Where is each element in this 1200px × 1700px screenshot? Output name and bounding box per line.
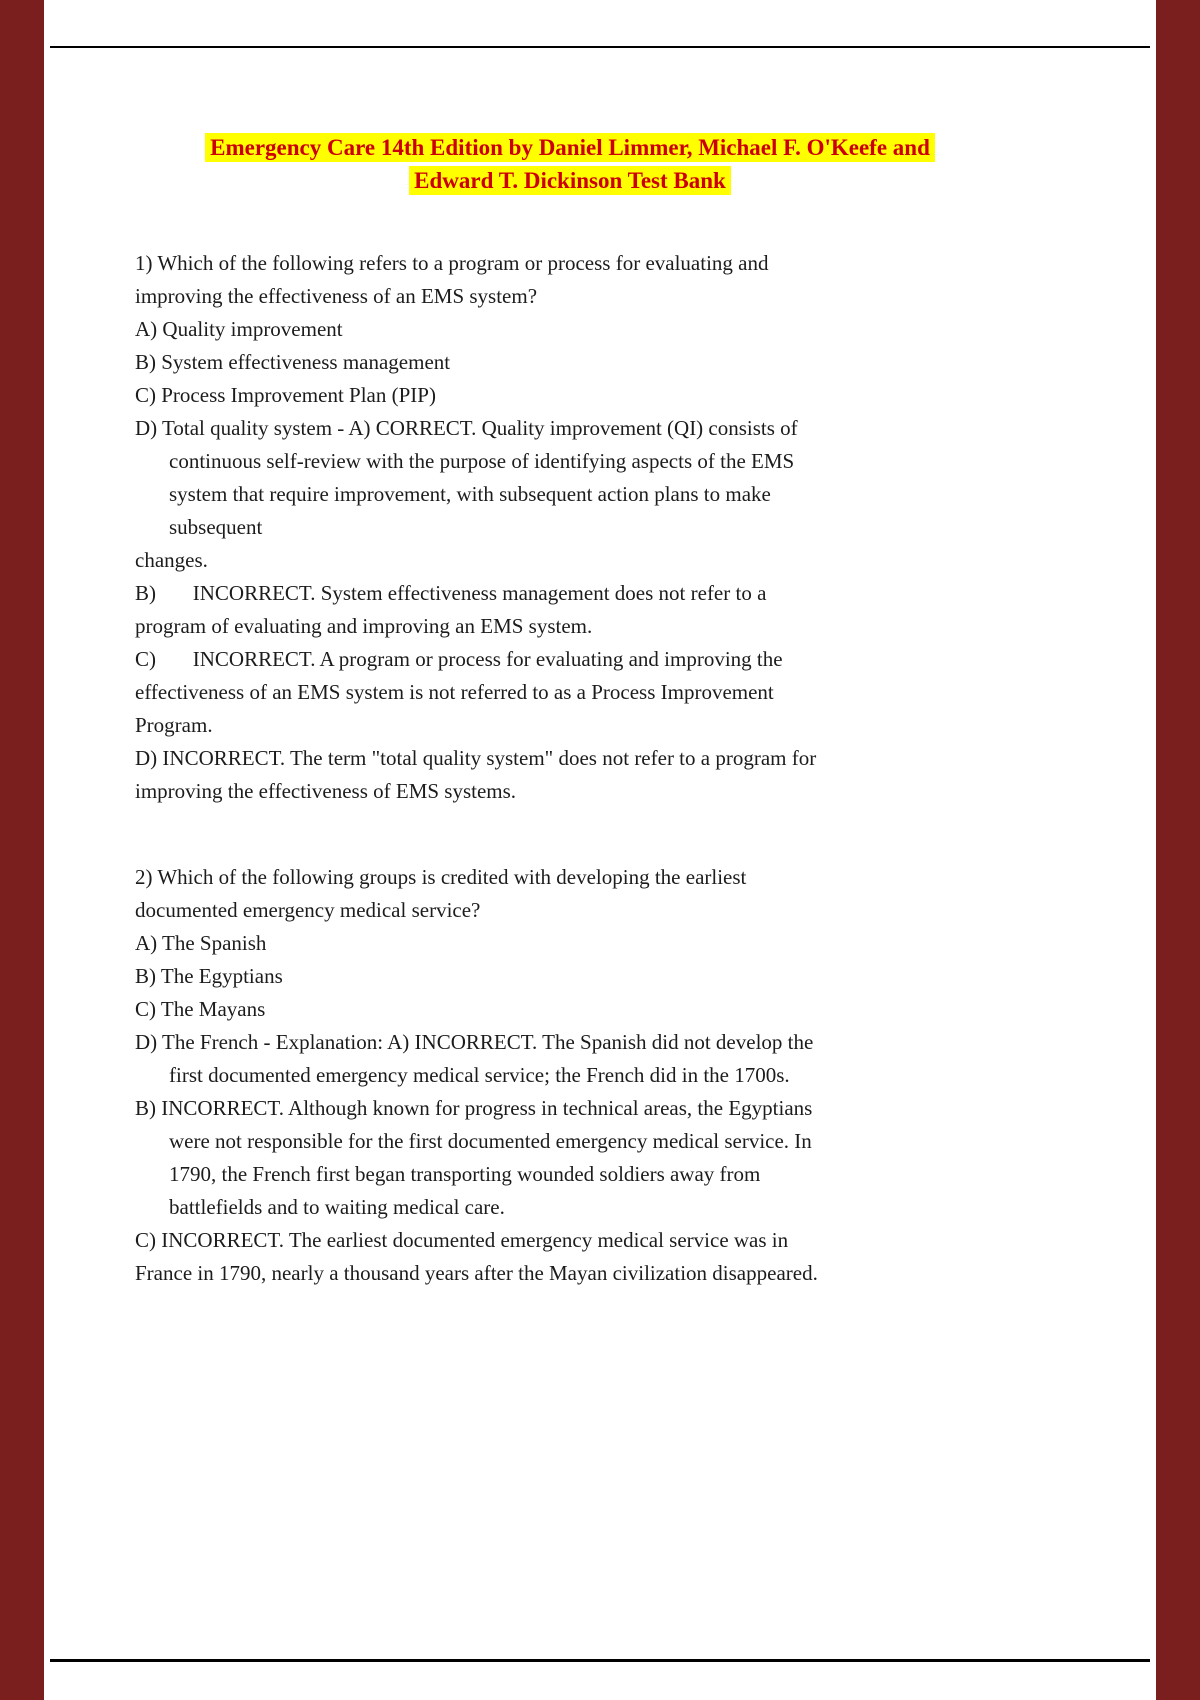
document-line: B) The Egyptians [135,964,283,988]
document-line: system that require improvement, with subsequent action plans to make [169,482,771,506]
document-title [120,133,1020,199]
document-line: effectiveness of an EMS system is not referred to as a Process Improvement [135,680,774,704]
document-line: D) Total quality system - A) CORRECT. Quality improvement (QI) consists of [135,416,798,440]
document-line: documented emergency medical service? [135,898,481,922]
document-line: C) Process Improvement Plan (PIP) [135,383,436,407]
top-rule [50,46,1150,48]
title-line-2-text: Edward T. Dickinson Test Bank [409,166,731,195]
document-line: C) INCORRECT. A program or process for evaluating and improving the [135,647,783,671]
document-line: improving the effectiveness of an EMS system? [135,284,538,308]
document-line: 1) Which of the following refers to a program or process for evaluating and [135,251,769,275]
document-body [135,247,1020,1290]
document-line: A) The Spanish [135,931,267,955]
document-line: 2) Which of the following groups is credited with developing the earliest [135,865,747,889]
document-line: program of evaluating and improving an EMS system. [135,614,593,638]
document-line: B) INCORRECT. System effectiveness management does not refer to a [135,581,767,605]
document-line: D) INCORRECT. The term "total quality system" does not refer to a program for [135,746,817,770]
left-border-stripe [0,0,44,1700]
document-line: battlefields and to waiting medical care. [169,1195,505,1219]
title-line-2 [120,166,1020,196]
document-line: D) The French - Explanation: A) INCORRECT. The Spanish did not develop the [135,1030,814,1054]
document-line: France in 1790, nearly a thousand years after the Mayan civilization disappeared. [135,1261,818,1285]
right-border-stripe [1156,0,1200,1700]
document-line: were not responsible for the first documented emergency medical service. In [169,1129,812,1153]
document-line: first documented emergency medical service; the French did in the 1700s. [169,1063,790,1087]
document-line: subsequent [169,515,263,539]
blank-line [135,808,1020,861]
document-line: Program. [135,713,213,737]
document-line: B) INCORRECT. Although known for progress in technical areas, the Egyptians [135,1096,813,1120]
document-line: improving the effectiveness of EMS systems. [135,779,517,803]
bottom-rule [50,1659,1150,1662]
document-line: B) System effectiveness management [135,350,451,374]
document-line: A) Quality improvement [135,317,343,341]
document-line: C) The Mayans [135,997,266,1021]
document-line: C) INCORRECT. The earliest documented emergency medical service was in [135,1228,789,1252]
document-line: 1790, the French first began transporting wounded soldiers away from [169,1162,761,1186]
title-line-1 [120,133,1020,163]
document-line: changes. [135,548,208,572]
document-line: continuous self-review with the purpose of identifying aspects of the EMS [169,449,795,473]
title-line-1-text: Emergency Care 14th Edition by Daniel Limmer, Michael F. O'Keefe and [205,133,935,162]
